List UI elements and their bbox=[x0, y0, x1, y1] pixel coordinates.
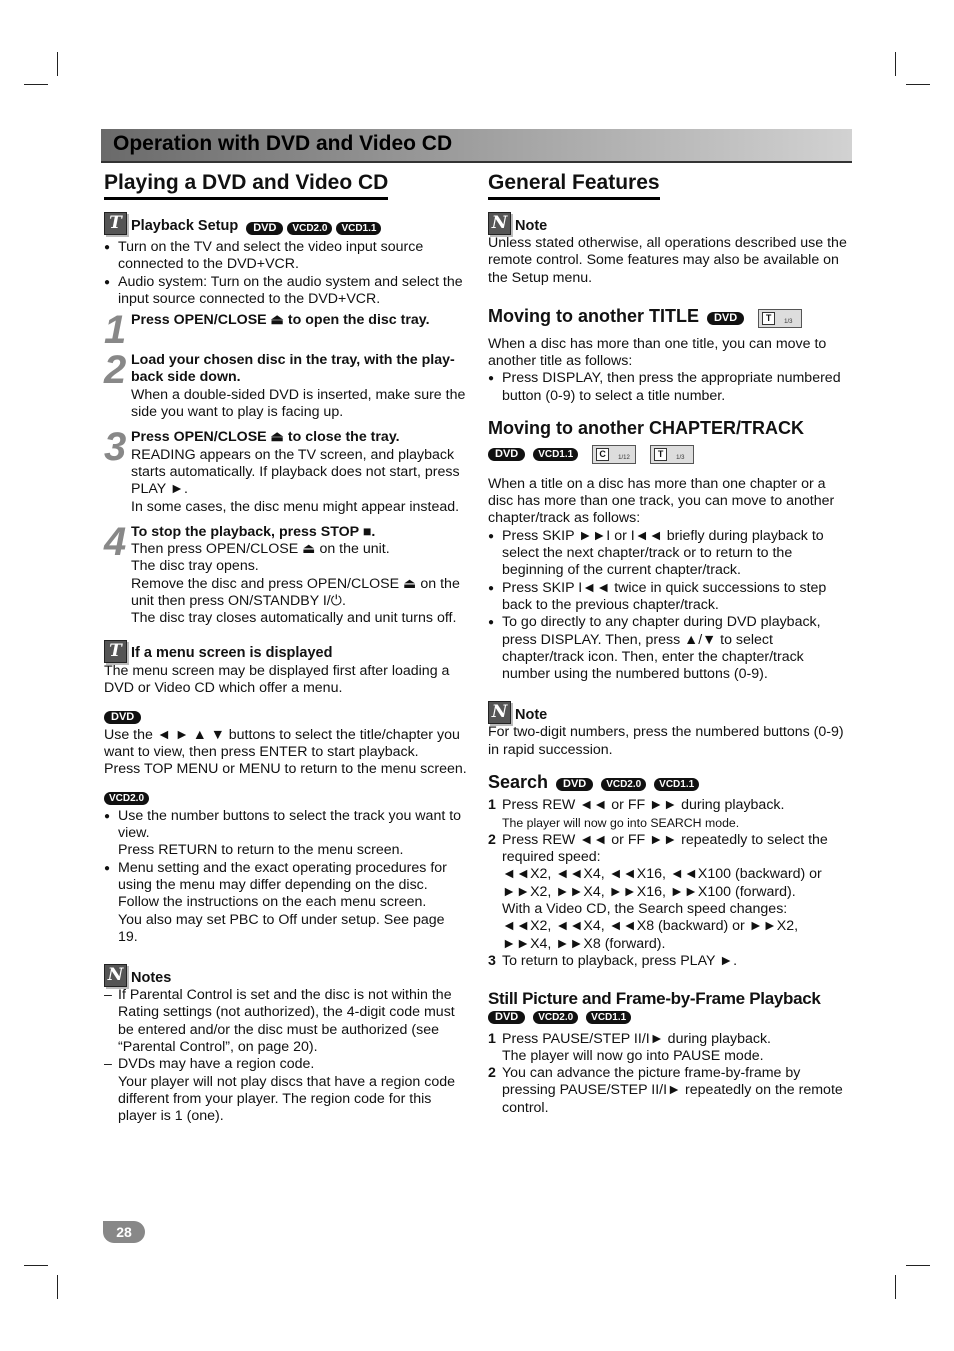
step-text: Press REW ◄◄ or FF ►► during playback. bbox=[502, 797, 785, 814]
step-1 bbox=[104, 308, 468, 353]
tip-icon: T bbox=[104, 640, 127, 663]
vcd11-badge: VCD1.1 bbox=[654, 778, 699, 791]
step-text: Press PAUSE/STEP II/I► during playback. bbox=[502, 1030, 772, 1047]
step-text: To return to playback, press PLAY ►. bbox=[502, 952, 738, 969]
vcd11-badge: VCD1.1 bbox=[533, 448, 578, 461]
note-header bbox=[488, 701, 848, 724]
step-number: 2 bbox=[488, 1065, 496, 1082]
crop-mark bbox=[24, 1265, 48, 1266]
vcd20-badge: VCD2.0 bbox=[601, 778, 646, 791]
step-4 bbox=[104, 519, 468, 628]
crop-mark bbox=[24, 84, 48, 85]
title-move-intro: When a disc has more than one title, you can move to another title as follows: bbox=[488, 335, 827, 369]
dvd-badge: DVD bbox=[556, 778, 593, 791]
chapter-osd bbox=[592, 445, 636, 464]
vcd-bullet: ● Menu setting and the exact operating procedures for using the menu may differ depending on the disc. Follow the instructions on the each menu screen. bbox=[104, 860, 468, 912]
step-title: Load your chosen disc in the tray, with the play-back side down. bbox=[131, 352, 455, 386]
note-header bbox=[488, 212, 848, 235]
search-heading: Search bbox=[488, 771, 549, 792]
note-heading: Note bbox=[515, 707, 548, 724]
dvd-badge: DVD bbox=[488, 1011, 525, 1024]
vcd11-badge: VCD1.1 bbox=[336, 222, 381, 235]
chapter-bullet: ● Press SKIP I◄◄ twice in quick successions to step back to the previous chapter/track. bbox=[488, 580, 848, 615]
still-badges bbox=[488, 1009, 848, 1026]
step-text: You can advance the picture frame-by-frame by pressing PAUSE/STEP II/I► repeatedly on the remote control. bbox=[502, 1065, 843, 1116]
right-column bbox=[488, 170, 848, 1117]
menu-screen-header bbox=[104, 640, 468, 663]
page-number: 28 bbox=[103, 1221, 145, 1243]
step-3 bbox=[104, 425, 468, 515]
step-number: 3 bbox=[488, 952, 496, 969]
vcd-text: You also may set PBC to Off under setup. See page 19. bbox=[118, 911, 445, 945]
note-icon: N bbox=[488, 212, 511, 235]
osd-text: 1/3 bbox=[676, 454, 685, 461]
search-step bbox=[488, 953, 848, 970]
menu-dvd-text: Press TOP MENU or MENU to return to the menu screen. bbox=[104, 761, 467, 778]
step-number: 2 bbox=[488, 831, 496, 848]
search-step bbox=[488, 797, 848, 832]
step-number: 3 bbox=[104, 425, 127, 470]
dvd-badge: DVD bbox=[707, 312, 744, 325]
chapter-bullet: ● Press SKIP ►►I or I◄◄ briefly during playback to select the next chapter/track or to return to the beginning of the current chapter/track. bbox=[488, 528, 848, 580]
still-heading: Still Picture and Frame-by-Frame Playback bbox=[488, 989, 821, 1009]
chapter-badges bbox=[488, 445, 848, 464]
title-move-bullet: ● Press DISPLAY, then press the appropriate numbered button (0-9) to select a title number. bbox=[488, 370, 848, 405]
step-number: 1 bbox=[488, 797, 496, 814]
chapter-bullet: ● To go directly to any chapter during DVD playback, press DISPLAY. Then, press ▲/▼ to select chapter/track icon. Then, enter the chapter/track number using the numbered buttons (0-9). bbox=[488, 614, 848, 683]
step-speeds: ◄◄X2, ◄◄X4, ◄◄X16, ◄◄X100 (backward) or ►►X2, ►►X4, ►►X16, ►►X100 (forward). bbox=[502, 866, 822, 900]
step-2 bbox=[104, 348, 468, 421]
step-title: To stop the playback, press STOP ■. bbox=[131, 523, 376, 540]
track-osd bbox=[650, 445, 694, 464]
crop-mark bbox=[895, 52, 896, 76]
crop-mark bbox=[906, 84, 930, 85]
step-text: The player will now go into PAUSE mode. bbox=[502, 1047, 764, 1064]
osd-text: 1/3 bbox=[784, 318, 793, 325]
chapter-banner bbox=[101, 129, 852, 163]
step-body: READING appears on the TV screen, and playback starts automatically. If playback does not start, press PLAY ►. bbox=[131, 446, 460, 498]
chapter-move-intro: When a title on a disc has more than one chapter or a disc has more than one track, you can move to another chapter/track as follows: bbox=[488, 475, 835, 527]
note-text: Unless stated otherwise, all operations described use the remote control. Some features may also be available on the Setup menu. bbox=[488, 235, 847, 286]
crop-mark bbox=[895, 1275, 896, 1299]
step-number: 1 bbox=[104, 308, 127, 353]
menu-screen-heading: If a menu screen is displayed bbox=[131, 645, 333, 662]
note-item: Your player will not play discs that have a region code different from your player. The region code for this player is 1 (one). bbox=[118, 1073, 456, 1125]
title-glyph-icon: T bbox=[762, 312, 775, 325]
title-move-heading: Moving to another TITLE bbox=[488, 305, 699, 326]
menu-intro: The menu screen may be displayed first after loading a DVD or Video CD which offer a menu. bbox=[104, 662, 450, 696]
vcd11-badge: VCD1.1 bbox=[586, 1011, 631, 1024]
search-step bbox=[488, 832, 848, 953]
chapter-move-heading: Moving to another CHAPTER/TRACK bbox=[488, 417, 804, 438]
note-icon: N bbox=[104, 964, 127, 987]
playback-setup-heading: Playback Setup bbox=[131, 217, 239, 234]
dvd-badge: DVD bbox=[246, 222, 283, 235]
crop-mark bbox=[906, 1265, 930, 1266]
crop-mark bbox=[57, 52, 58, 76]
step-vcd: With a Video CD, the Search speed changes: bbox=[502, 901, 788, 918]
still-step bbox=[488, 1031, 848, 1066]
vcd20-badge: VCD2.0 bbox=[533, 1011, 578, 1024]
setup-bullet: ● Turn on the TV and select the video input source connected to the DVD+VCR. bbox=[104, 239, 468, 274]
note-item: – DVDs may have a region code. bbox=[104, 1056, 468, 1073]
step-body: The disc tray closes automatically and unit turns off. bbox=[131, 610, 457, 627]
track-glyph-icon: T bbox=[654, 448, 667, 461]
step-body: The disc tray opens. bbox=[131, 558, 259, 575]
left-column bbox=[104, 170, 468, 1125]
still-step bbox=[488, 1065, 848, 1117]
search-header bbox=[488, 771, 848, 793]
menu-dvd-text: Use the ◄ ► ▲ ▼ buttons to select the title/chapter you want to view, then press ENTER to start playback. bbox=[104, 726, 460, 760]
step-body: In some cases, the disc menu might appear instead. bbox=[131, 498, 460, 515]
vcd20-badge: VCD2.0 bbox=[104, 792, 149, 805]
vcd20-badge: VCD2.0 bbox=[287, 222, 332, 235]
vcd-bullet: ● Use the number buttons to select the track you want to view. bbox=[104, 808, 468, 843]
step-vcd-speeds: ◄◄X2, ◄◄X4, ◄◄X8 (backward) or ►►X2, ►►X4, ►►X8 (forward). bbox=[502, 918, 799, 952]
crop-mark bbox=[57, 1275, 58, 1299]
vcd-text: Press RETURN to return to the menu screen. bbox=[118, 842, 404, 859]
step-small: The player will now go into SEARCH mode. bbox=[502, 815, 740, 830]
step-body: Then press OPEN/CLOSE ⏏ on the unit. bbox=[131, 541, 390, 558]
setup-bullet: ● Audio system: Turn on the audio system and select the input source connected to the DVD+VCR. bbox=[104, 274, 468, 309]
tip-icon: T bbox=[104, 212, 127, 235]
osd-text: 1/12 bbox=[618, 454, 630, 461]
playback-setup-header bbox=[104, 212, 468, 235]
note-heading: Note bbox=[515, 217, 548, 234]
section-title-playing: Playing a DVD and Video CD bbox=[104, 170, 388, 200]
step-body: When a double-sided DVD is inserted, make sure the side you want to play is facing up. bbox=[131, 386, 466, 421]
notes-header bbox=[104, 964, 468, 987]
step-title: Press OPEN/CLOSE ⏏ to open the disc tray. bbox=[131, 312, 430, 329]
dvd-badge: DVD bbox=[104, 711, 141, 724]
chapter-glyph-icon: C bbox=[596, 448, 609, 461]
note-item: – If Parental Control is set and the disc is not within the Rating settings (not authorized), the 4-digit code must be entered and/or the disc must be authorized (see “Parental Control”, on page 20). bbox=[104, 987, 468, 1056]
note-text: For two-digit numbers, press the numbered buttons (0-9) in rapid succession. bbox=[488, 724, 844, 758]
section-title-general: General Features bbox=[488, 170, 660, 200]
notes-heading: Notes bbox=[131, 969, 172, 986]
step-number: 2 bbox=[104, 348, 127, 393]
step-title: Press OPEN/CLOSE ⏏ to close the tray. bbox=[131, 429, 400, 446]
title-osd bbox=[758, 309, 802, 328]
step-number: 4 bbox=[104, 519, 127, 564]
title-move-header bbox=[488, 305, 848, 328]
banner-title: Operation with DVD and Video CD bbox=[113, 132, 453, 155]
step-number: 1 bbox=[488, 1030, 496, 1047]
step-text: Press REW ◄◄ or FF ►► repeatedly to select the required speed: bbox=[502, 831, 828, 866]
dvd-badge: DVD bbox=[488, 448, 525, 461]
note-icon: N bbox=[488, 701, 511, 724]
step-body: Remove the disc and press OPEN/CLOSE ⏏ on the unit then press ON/STANDBY I/⏻. bbox=[131, 575, 460, 610]
